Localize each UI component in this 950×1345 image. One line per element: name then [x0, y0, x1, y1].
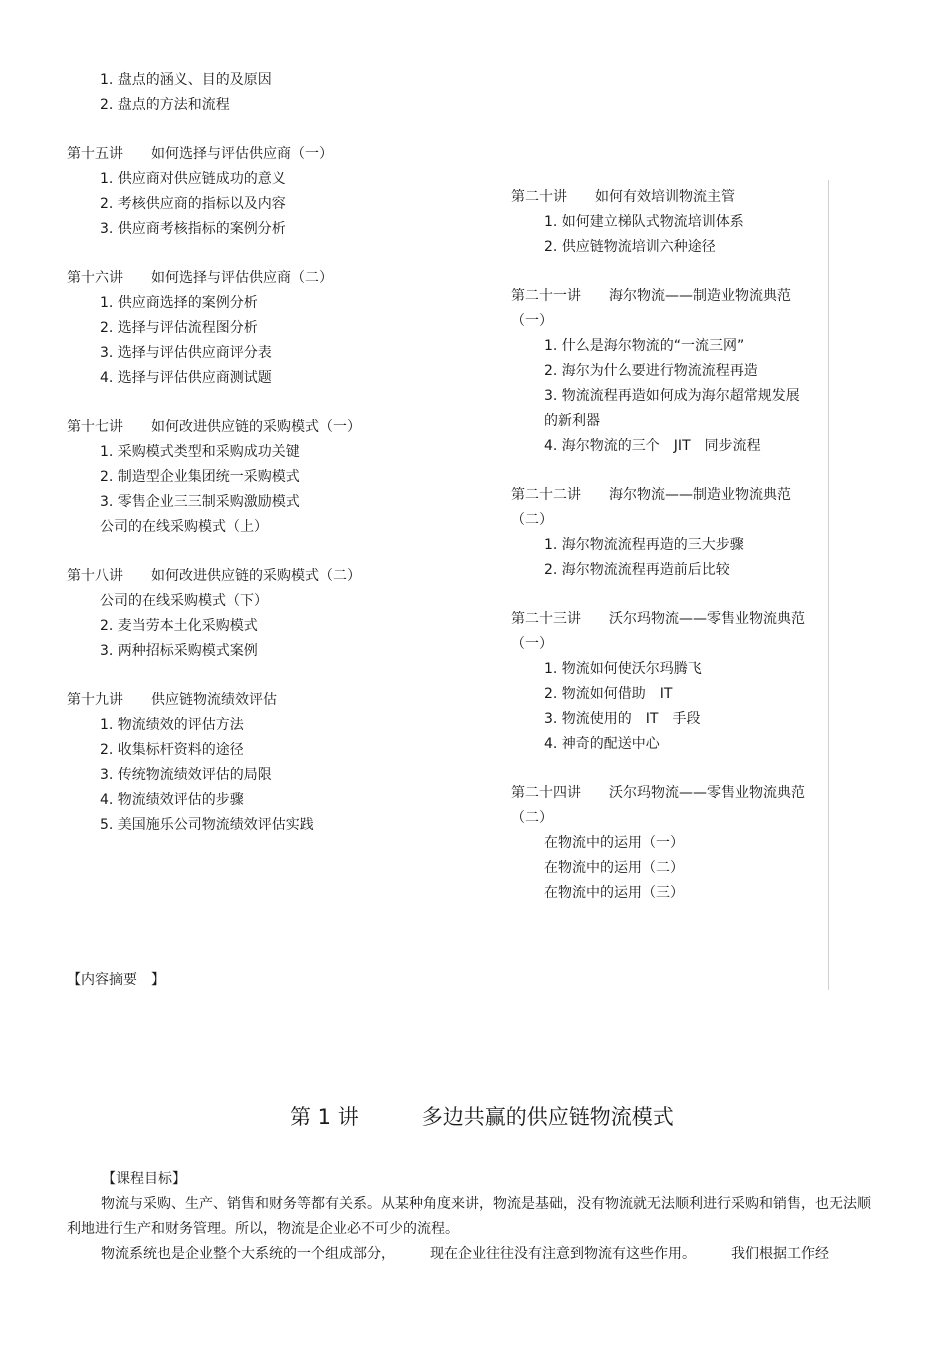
body-text: [67, 1192, 877, 1267]
lecture-item: 1. 物流绩效的评估方法: [100, 717, 244, 733]
lecture-item: 3. 供应商考核指标的案例分析: [100, 221, 286, 237]
lecture-title: 第二十一讲 海尔物流——制造业物流典范（一）: [511, 288, 791, 329]
course-goal-label: 【课程目标】: [102, 1171, 186, 1187]
lecture-item: 1. 采购模式类型和采购成功关键: [100, 444, 300, 460]
lecture-item: 在物流中的运用（二）: [544, 860, 684, 876]
toc-left-column: [67, 68, 467, 838]
lecture-item: 1. 什么是海尔物流的“一流三网”: [544, 338, 745, 354]
lecture-item: 在物流中的运用（一）: [544, 835, 684, 851]
lecture-title: 第十八讲 如何改进供应链的采购模式（二）: [67, 568, 361, 584]
lecture-block: [511, 185, 811, 260]
lecture-block: [511, 781, 811, 906]
paragraph: 物流与采购、生产、销售和财务等都有关系。从某种角度来讲，物流是基础，没有物流就无法顺利进行采购和销售，也无法顺利地进行生产和财务管理。所以，物流是企业必不可少的流程。: [67, 1196, 871, 1237]
toc-right-column: [511, 185, 811, 906]
lecture-item: 4. 物流绩效评估的步骤: [100, 792, 244, 808]
lecture-title: 第二十四讲 沃尔玛物流——零售业物流典范（二）: [511, 785, 805, 826]
lecture-item: 1. 海尔物流流程再造的三大步骤: [544, 537, 744, 553]
lecture-item: 3. 零售企业三三制采购激励模式: [100, 494, 300, 510]
lecture-item: 3. 物流流程再造如何成为海尔超常规发展的新利器: [544, 388, 800, 429]
lecture-item: 2. 制造型企业集团统一采购模式: [100, 469, 300, 485]
lecture-item: 3. 传统物流绩效评估的局限: [100, 767, 272, 783]
lecture-item: 2. 供应链物流培训六种途径: [544, 239, 716, 255]
lecture-block: [67, 142, 467, 242]
lecture-title: 第二十讲 如何有效培训物流主管: [511, 189, 735, 205]
lecture-item: 3. 两种招标采购模式案例: [100, 643, 258, 659]
lecture-item: 公司的在线采购模式（下）: [100, 593, 268, 609]
lecture-item: 1. 供应商选择的案例分析: [100, 295, 258, 311]
lecture-item: 1. 物流如何使沃尔玛腾飞: [544, 661, 702, 677]
lecture-item: 公司的在线采购模式（上）: [100, 519, 268, 535]
lecture-block: [511, 607, 811, 757]
paragraph: 物流系统也是企业整个大系统的一个组成部分， 现在企业往往没有注意到物流有这些作用。 我们根据工作经: [101, 1246, 829, 1262]
chapter-heading: 第 1 讲 多边共赢的供应链物流模式: [290, 1105, 674, 1129]
lecture-item: 2. 海尔为什么要进行物流流程再造: [544, 363, 758, 379]
lecture-title: 第十六讲 如何选择与评估供应商（二）: [67, 270, 333, 286]
lecture-item: 4. 海尔物流的三个 JIT 同步流程: [544, 438, 761, 454]
lecture-item: 2. 盘点的方法和流程: [100, 97, 230, 113]
lecture-item: 2. 物流如何借助 IT: [544, 686, 673, 702]
lecture-item: 2. 麦当劳本土化采购模式: [100, 618, 258, 634]
lecture-block: [67, 415, 467, 540]
lecture-item: 2. 收集标杆资料的途径: [100, 742, 244, 758]
lecture-block: [511, 284, 811, 459]
lecture-item: 2. 考核供应商的指标以及内容: [100, 196, 286, 212]
lecture-item: 3. 物流使用的 IT 手段: [544, 711, 701, 727]
lecture-title: 第十五讲 如何选择与评估供应商（一）: [67, 146, 333, 162]
lecture-item: 1. 供应商对供应链成功的意义: [100, 171, 286, 187]
lecture-item: 1. 如何建立梯队式物流培训体系: [544, 214, 744, 230]
column-divider: [828, 180, 829, 990]
summary-label: 【内容摘要 】: [67, 972, 165, 988]
lecture-item: 3. 选择与评估供应商评分表: [100, 345, 272, 361]
lecture-block: [67, 68, 467, 118]
lecture-title: 第十九讲 供应链物流绩效评估: [67, 692, 277, 708]
lecture-item: 4. 神奇的配送中心: [544, 736, 660, 752]
lecture-item: 2. 海尔物流流程再造前后比较: [544, 562, 730, 578]
lecture-item: 4. 选择与评估供应商测试题: [100, 370, 272, 386]
lecture-block: [511, 483, 811, 583]
lecture-title: 第二十二讲 海尔物流——制造业物流典范（二）: [511, 487, 791, 528]
lecture-title: 第二十三讲 沃尔玛物流——零售业物流典范（一）: [511, 611, 805, 652]
lecture-title: 第十七讲 如何改进供应链的采购模式（一）: [67, 419, 361, 435]
lecture-item: 5. 美国施乐公司物流绩效评估实践: [100, 817, 314, 833]
lecture-block: [67, 266, 467, 391]
lecture-item: 1. 盘点的涵义、目的及原因: [100, 72, 272, 88]
lecture-block: [67, 564, 467, 664]
lecture-block: [67, 688, 467, 838]
lecture-item: 在物流中的运用（三）: [544, 885, 684, 901]
lecture-item: 2. 选择与评估流程图分析: [100, 320, 258, 336]
